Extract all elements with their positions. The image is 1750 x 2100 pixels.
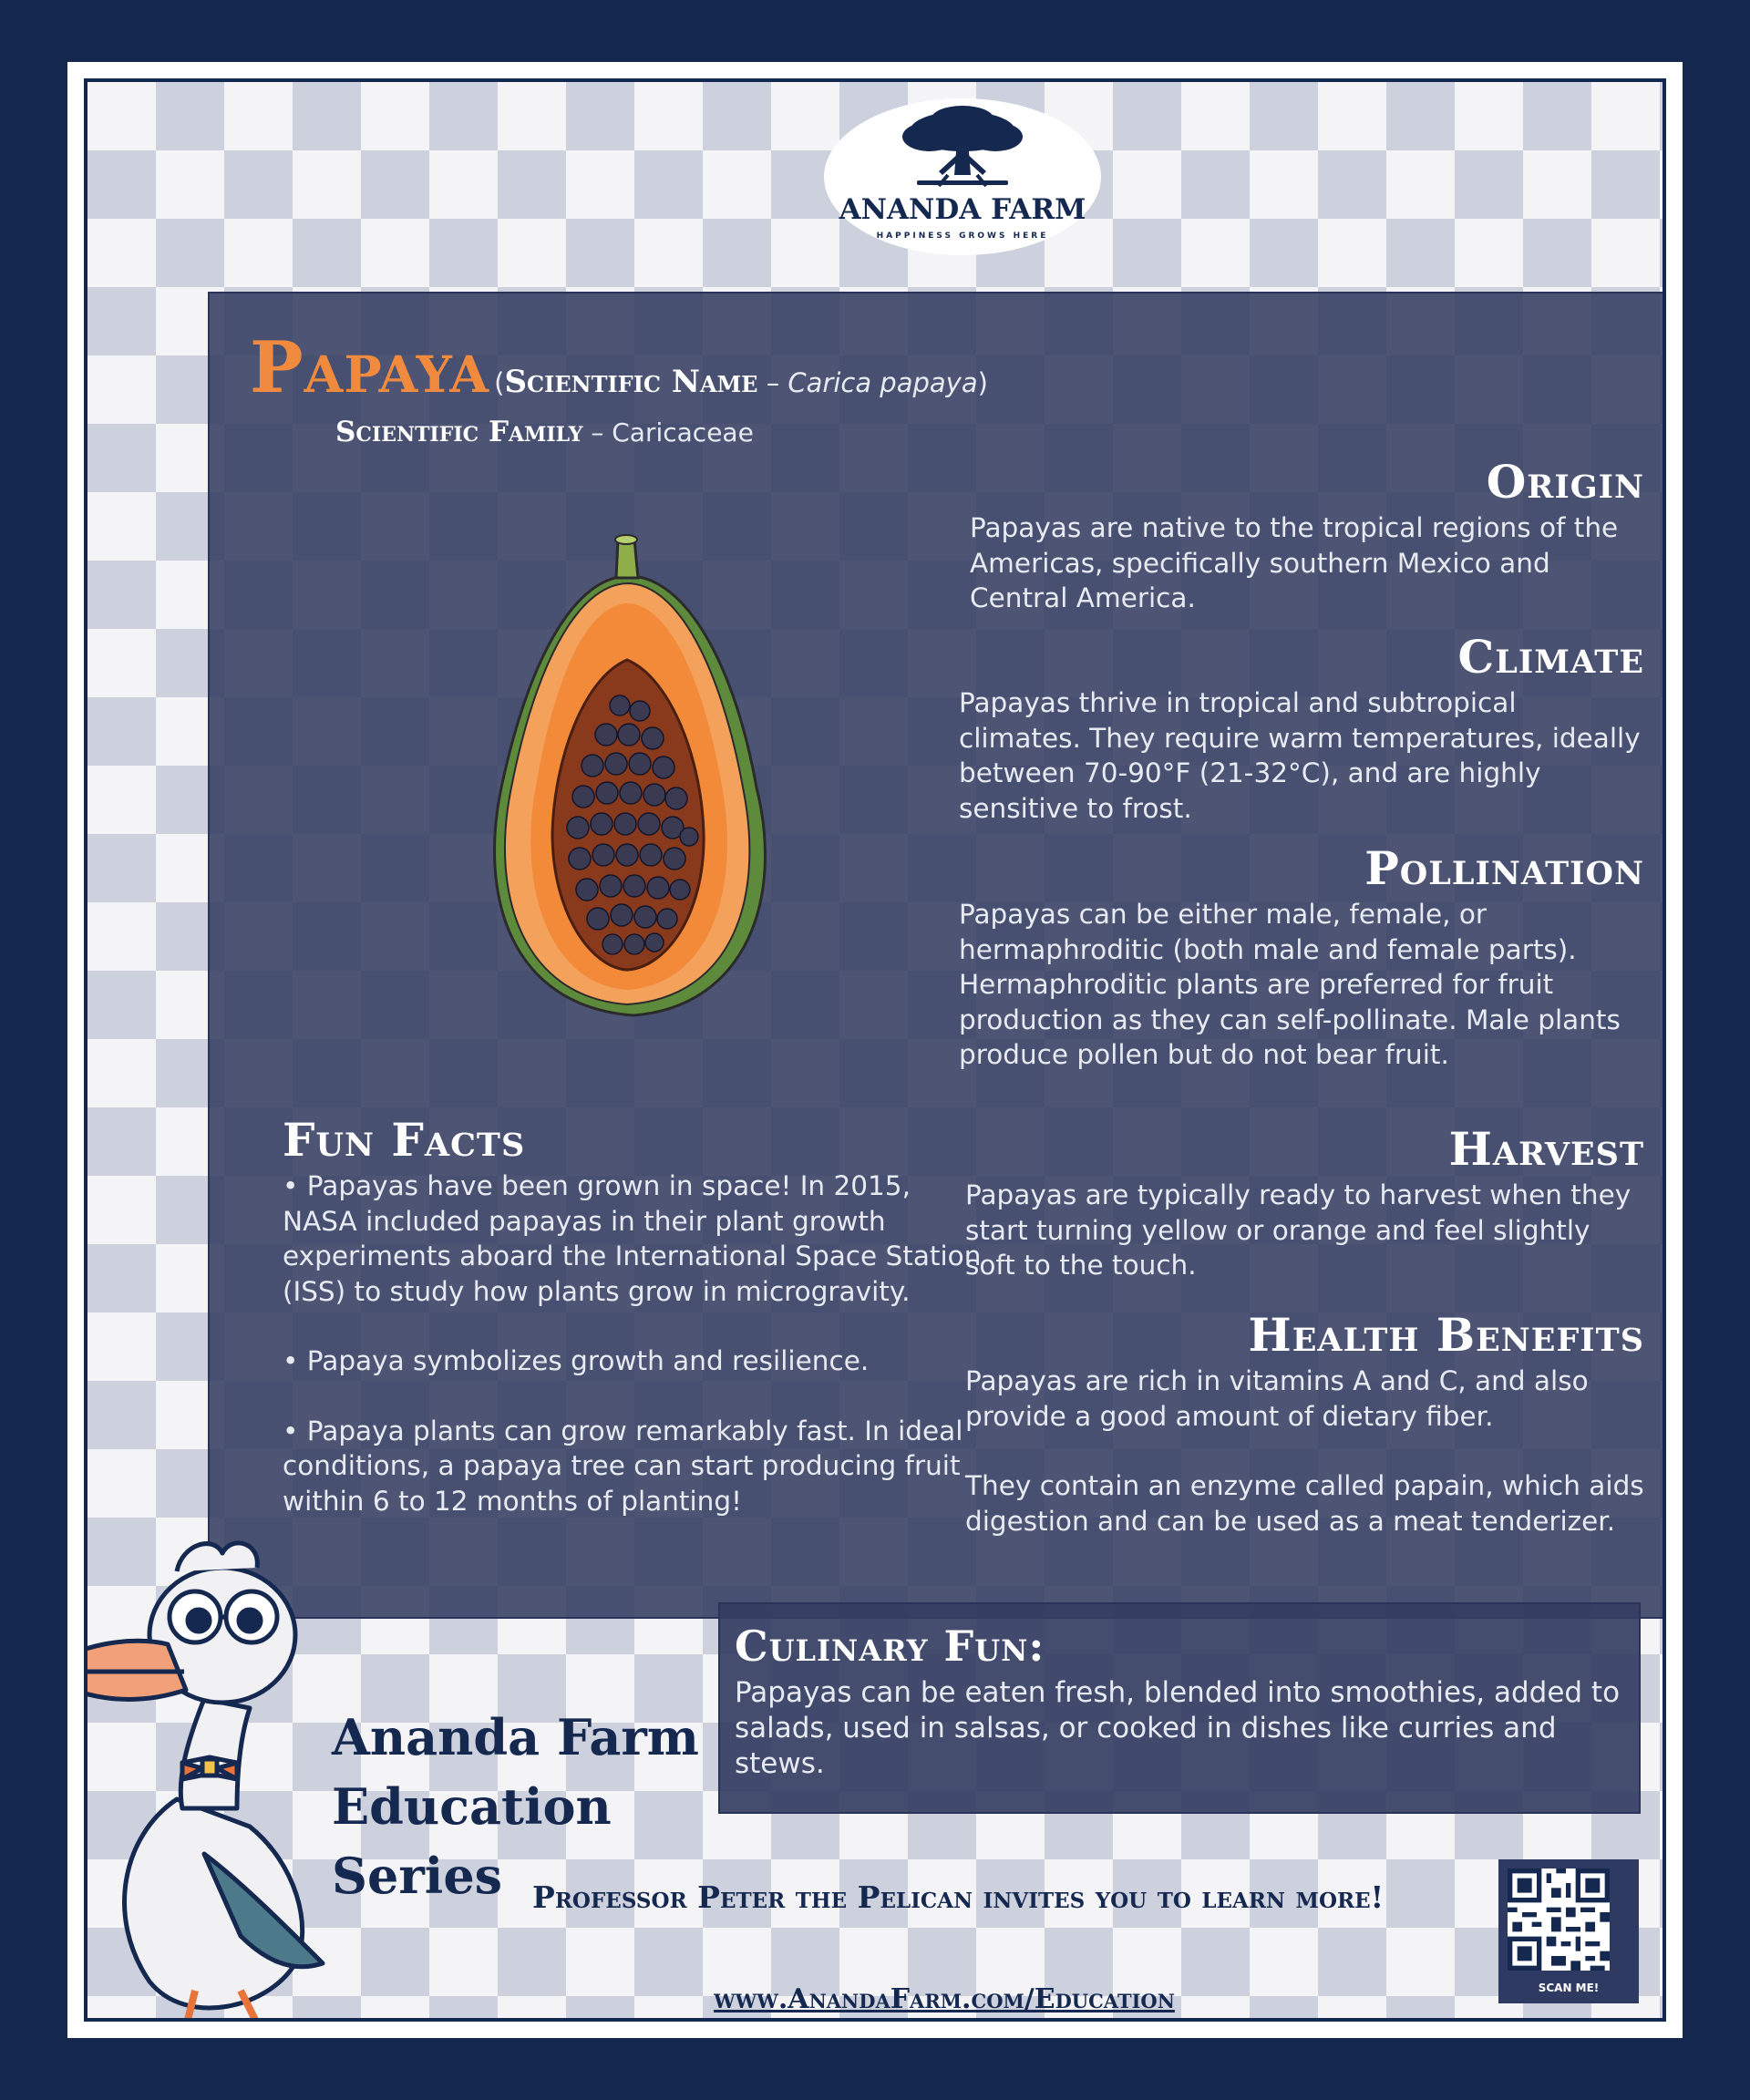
page-title: Papaya [250,326,490,409]
culinary-heading: Culinary Fun: [735,1621,1045,1671]
education-url-link[interactable]: www.AnandaFarm.com/Education [714,1983,1175,2015]
pelican-mascot [84,1535,368,2022]
origin-heading: Origin [1486,455,1644,509]
fun-facts-heading: Fun Facts [283,1113,526,1167]
fun-facts-section [283,1114,993,1518]
origin-section [970,456,1644,616]
health-heading: Health Benefits [1248,1308,1644,1362]
climate-heading: Climate [1457,630,1644,684]
health-text-1: Papayas are rich in vitamins A and C, and also provide a good amount of dietary fiber. [965,1365,1589,1432]
series-line-2: Education [332,1777,612,1836]
dash: – [582,417,612,448]
scientific-name-label: Scientific Name [504,364,758,400]
scientific-name-value: Carica papaya [788,367,978,398]
health-section [965,1309,1644,1539]
ananda-farm-logo[interactable] [824,98,1101,255]
papaya-illustration [474,532,784,1043]
fun-fact-item: • Papayas have been grown in space! In 2015, NASA included papayas in their plant growth experiments aboard the International Space Station (ISS) to study how plants grow in microgravity. [283,1170,982,1307]
invite-text: Professor Peter the Pelican invites you to learn more! [532,1879,1385,1915]
harvest-text: Papayas are typically ready to harvest when they start turning yellow or orange and feel slightly soft to the touch. [965,1179,1632,1281]
fun-fact-item: • Papaya symbolizes growth and resilience. [283,1345,870,1376]
pollination-heading: Pollination [1364,841,1644,895]
fun-fact-item: • Papaya plants can grow remarkably fast. In ideal conditions, a papaya tree can start producing fruit within 6 to 12 months of planting! [283,1415,963,1517]
series-line-1: Ananda Farm [332,1708,699,1766]
paren-close: ) [977,367,988,398]
pollination-text: Papayas can be either male, female, or hermaphroditic (both male and female parts). Hermaphroditic plants are preferred for fruit production as they can self-pollinate. Male plants produce pollen but do not bear fruit. [959,899,1621,1070]
logo-tagline: HAPPINESS GROWS HERE [876,232,1049,241]
climate-text: Papayas thrive in tropical and subtropical climates. They require warm temperatures, ideally between 70-90°F (21-32°C), and are highly sensitive to frost. [959,687,1641,824]
paren-open: ( [494,367,505,398]
dash: – [757,367,788,398]
climate-section [959,631,1644,826]
tree-logo-icon [884,104,1041,195]
qr-code-box[interactable] [1498,1859,1639,2003]
pollination-section [959,842,1644,1073]
harvest-section [965,1123,1644,1283]
family-row [335,416,754,448]
title-row [250,326,988,409]
harvest-heading: Harvest [1448,1122,1644,1176]
qr-label: SCAN ME! [1538,1982,1600,1994]
origin-text: Papayas are native to the tropical regions of the Americas, specifically southern Mexico and Central America. [970,512,1619,613]
scientific-family-value: Caricaceae [612,417,754,448]
checker-background [84,78,1666,2022]
health-text-2: They contain an enzyme called papain, which aids digestion and can be used as a meat tenderizer. [965,1470,1644,1537]
qr-code-icon [1508,1868,1610,1971]
main-panel [208,292,1666,1619]
series-line-3: Series [332,1847,503,1905]
culinary-box [718,1602,1641,1814]
culinary-text: Papayas can be eaten fresh, blended into smoothies, added to salads, used in salsas, or cooked in dishes like curries and stews. [735,1676,1621,1780]
poster-frame [67,62,1683,2038]
scientific-family-label: Scientific Family [335,416,583,448]
logo-name: ANANDA FARM [839,193,1086,226]
